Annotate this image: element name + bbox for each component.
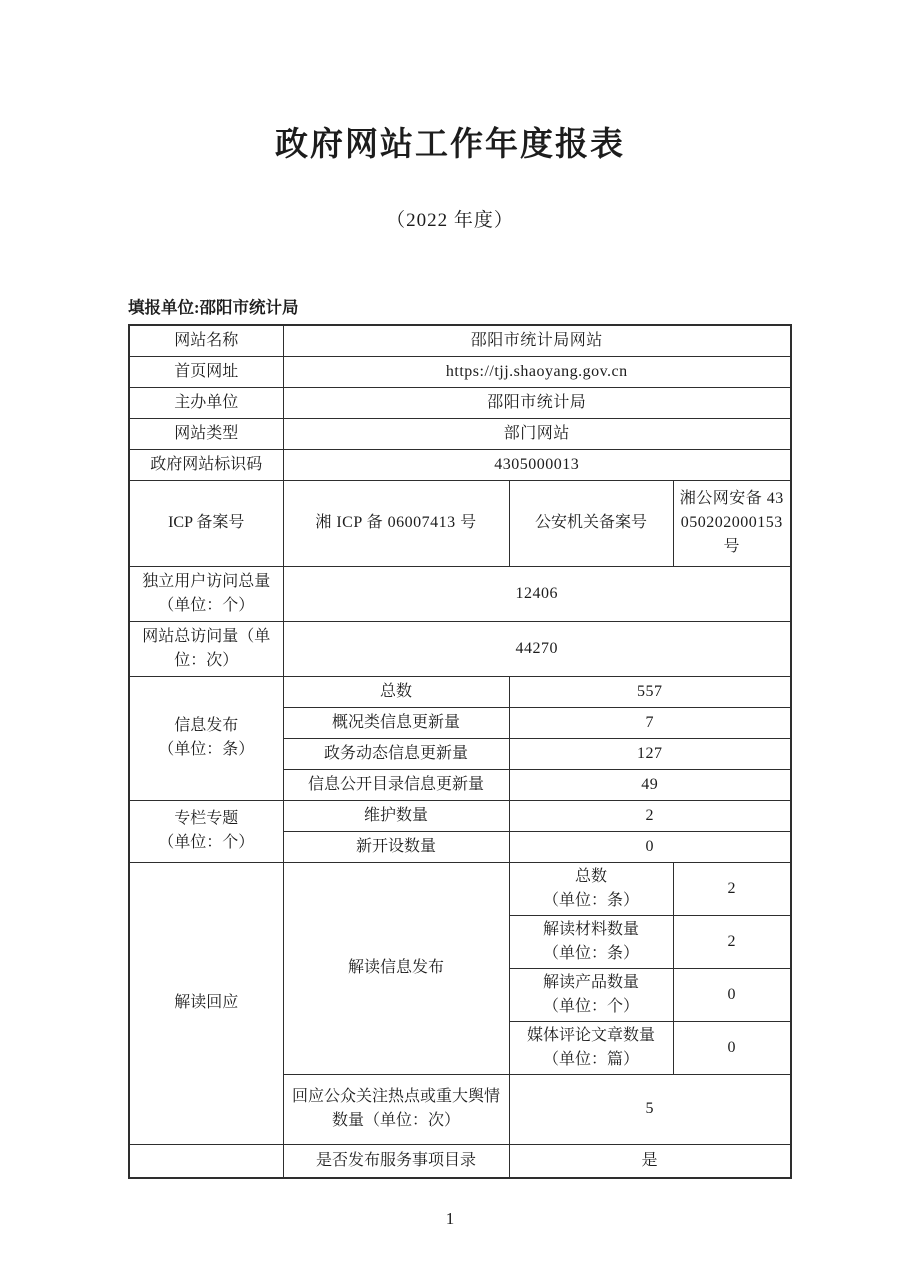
cell-hotspot-response-label: 回应公众关注热点或重大舆情数量（单位：次） xyxy=(283,1074,509,1144)
table-row xyxy=(129,1144,791,1178)
interpret-total-unit: （单位：条） xyxy=(542,891,639,909)
info-publish-unit: （单位：条） xyxy=(158,741,255,758)
cell-overview-update-label: 概况类信息更新量 xyxy=(283,707,509,738)
cell-disclosure-update-label: 信息公开目录信息更新量 xyxy=(283,769,509,800)
table-row xyxy=(129,356,791,387)
cell-info-total-value: 557 xyxy=(509,676,791,707)
interpret-total-title: 总数 xyxy=(574,867,607,885)
cell-interpret-publish-label: 解读信息发布 xyxy=(283,862,509,1074)
cell-unique-visitors-label: 独立用户访问总量（单位：个） xyxy=(129,566,283,621)
cell-gov-news-update-value: 127 xyxy=(509,738,791,769)
cell-icp-value: 湘 ICP 备 06007413 号 xyxy=(283,480,509,566)
page-title: 政府网站工作年度报表 xyxy=(275,127,625,163)
table-row xyxy=(129,862,791,915)
table-row xyxy=(129,325,791,356)
cell-interpret-material-value: 2 xyxy=(673,915,791,968)
cell-interpret-total-value: 2 xyxy=(673,862,791,915)
cell-service-directory-value: 是 xyxy=(509,1144,791,1178)
cell-info-total-label: 总数 xyxy=(283,676,509,707)
interpret-material-title: 解读材料数量 xyxy=(542,920,639,938)
table-row xyxy=(129,621,791,676)
cell-media-comment-value: 0 xyxy=(673,1021,791,1074)
cell-security-filing-value: 湘公网安备 43050202000153 号 xyxy=(673,480,791,566)
cell-host-unit-label: 主办单位 xyxy=(129,387,283,418)
table-row xyxy=(129,418,791,449)
annual-report-table xyxy=(128,324,792,1179)
cell-service-directory-label: 是否发布服务事项目录 xyxy=(283,1144,509,1178)
cell-disclosure-update-value: 49 xyxy=(509,769,791,800)
page-number: 1 xyxy=(445,1209,455,1228)
interpret-material-unit: （单位：条） xyxy=(542,944,639,962)
info-publish-title: 信息发布 xyxy=(174,717,239,734)
cell-interpret-response-label: 解读回应 xyxy=(129,862,283,1144)
cell-maintained-count-value: 2 xyxy=(509,800,791,831)
cell-interpret-material-label xyxy=(509,915,673,968)
table-row xyxy=(129,566,791,621)
cell-new-count-label: 新开设数量 xyxy=(283,831,509,862)
cell-overview-update-value: 7 xyxy=(509,707,791,738)
table-row xyxy=(129,480,791,566)
report-year-subtitle: （2022 年度） xyxy=(386,210,514,231)
special-columns-title: 专栏专题 xyxy=(174,810,239,827)
cell-site-name-value: 邵阳市统计局网站 xyxy=(283,325,791,356)
table-row xyxy=(129,800,791,831)
interpret-product-title: 解读产品数量 xyxy=(542,973,639,991)
cell-hotspot-response-value: 5 xyxy=(509,1074,791,1144)
cell-new-count-value: 0 xyxy=(509,831,791,862)
cell-gov-news-update-label: 政务动态信息更新量 xyxy=(283,738,509,769)
table-row xyxy=(129,676,791,707)
cell-maintained-count-label: 维护数量 xyxy=(283,800,509,831)
cell-special-columns-label xyxy=(129,800,283,862)
table-row xyxy=(129,387,791,418)
cell-homepage-url-value: https://tjj.shaoyang.gov.cn xyxy=(283,356,791,387)
media-comment-unit: （单位：篇） xyxy=(542,1050,639,1068)
cell-total-visits-label: 网站总访问量（单位：次） xyxy=(129,621,283,676)
interpret-product-unit: （单位：个） xyxy=(542,997,639,1015)
cell-site-type-label: 网站类型 xyxy=(129,418,283,449)
cell-total-visits-value: 44270 xyxy=(283,621,791,676)
cell-security-filing-label: 公安机关备案号 xyxy=(509,480,673,566)
cell-unique-visitors-value: 12406 xyxy=(283,566,791,621)
cell-site-id-label: 政府网站标识码 xyxy=(129,449,283,480)
cell-site-id-value: 4305000013 xyxy=(283,449,791,480)
cell-host-unit-value: 邵阳市统计局 xyxy=(283,387,791,418)
cell-site-name-label: 网站名称 xyxy=(129,325,283,356)
special-columns-unit: （单位：个） xyxy=(158,834,255,851)
cell-media-comment-label xyxy=(509,1021,673,1074)
reporting-unit-label: 填报单位:邵阳市统计局 xyxy=(128,298,299,317)
cell-interpret-product-value: 0 xyxy=(673,968,791,1021)
cell-interpret-total-label xyxy=(509,862,673,915)
cell-empty-section xyxy=(129,1144,283,1178)
cell-icp-label: ICP 备案号 xyxy=(129,480,283,566)
cell-homepage-url-label: 首页网址 xyxy=(129,356,283,387)
table-row xyxy=(129,449,791,480)
cell-info-publish-label xyxy=(129,676,283,800)
cell-site-type-value: 部门网站 xyxy=(283,418,791,449)
cell-interpret-product-label xyxy=(509,968,673,1021)
media-comment-title: 媒体评论文章数量 xyxy=(526,1026,655,1044)
